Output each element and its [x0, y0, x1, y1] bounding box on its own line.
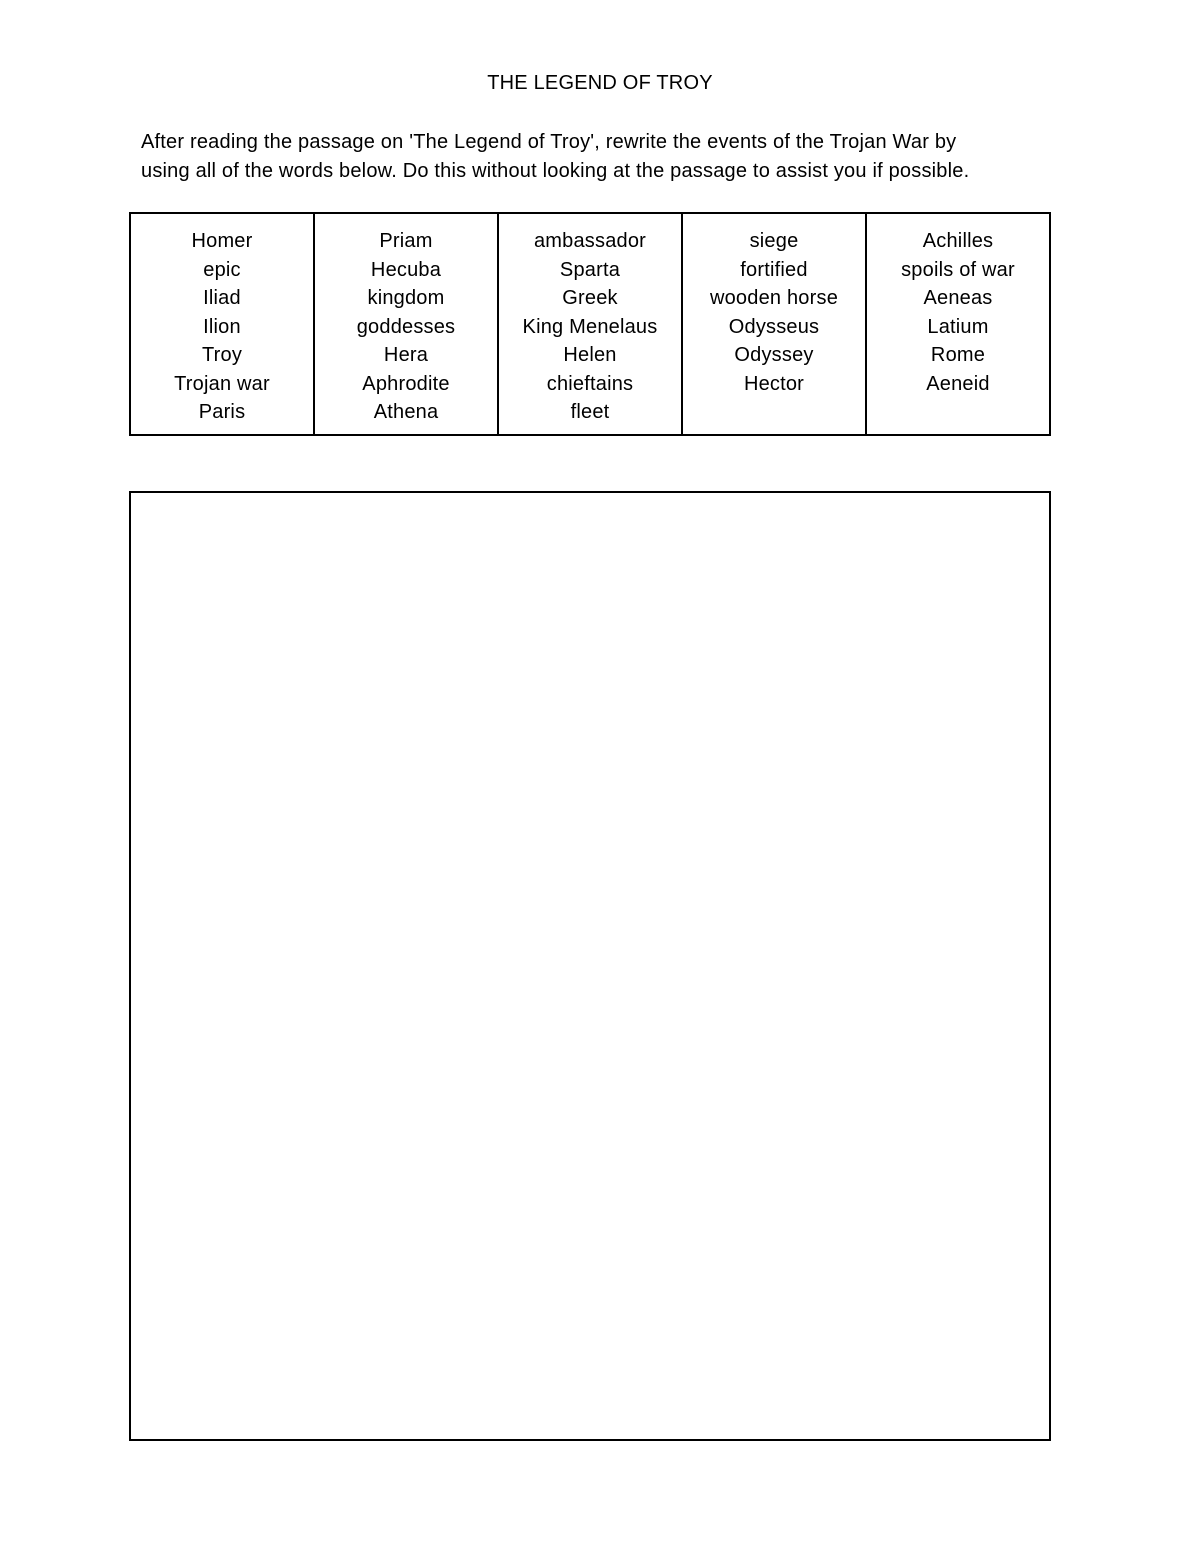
word-item: ambassador	[533, 230, 647, 252]
word-item: wooden horse	[709, 287, 839, 309]
word-item: Ilion	[203, 315, 241, 338]
word-item: Aeneas	[923, 287, 993, 309]
word-item: Hera	[383, 344, 429, 366]
word-item: Hector	[743, 372, 805, 395]
word-item: Latium	[927, 315, 989, 338]
word-item: spoils of war	[901, 258, 1015, 281]
word-column-4	[682, 213, 866, 435]
word-item: fortified	[740, 258, 808, 281]
instructions-line: using all of the words below. Do this without looking at the passage to assist you if possible.	[141, 159, 970, 182]
word-bank-table	[129, 212, 1051, 436]
word-item: Achilles	[922, 230, 994, 252]
word-item: Odyssey	[734, 344, 814, 366]
word-item: Hecuba	[370, 258, 442, 281]
word-item: Rome	[930, 344, 986, 366]
word-item: Sparta	[559, 258, 621, 281]
word-item: chieftains	[546, 372, 634, 395]
word-column-3	[498, 213, 682, 435]
word-item: Paris	[198, 401, 246, 423]
word-item: epic	[203, 258, 241, 281]
word-item: Trojan war	[174, 372, 270, 395]
word-item: Odysseus	[728, 315, 820, 338]
word-item: Aeneid	[926, 372, 990, 395]
word-item: Iliad	[203, 287, 241, 309]
word-item: fleet	[570, 401, 610, 423]
word-item: Troy	[201, 344, 243, 366]
word-item: Aphrodite	[362, 372, 450, 395]
word-column-5	[866, 213, 1050, 435]
word-item: Homer	[191, 230, 253, 252]
word-bank-row	[130, 213, 1050, 435]
word-item: kingdom	[367, 287, 445, 309]
instructions-line: After reading the passage on 'The Legend of Troy', rewrite the events of the Trojan War by	[141, 131, 957, 153]
word-column-1	[130, 213, 314, 435]
word-item: siege	[749, 230, 799, 252]
word-column-2	[314, 213, 498, 435]
word-item: King Menelaus	[522, 315, 658, 338]
writing-area-box[interactable]	[129, 491, 1051, 1441]
word-item: Helen	[563, 344, 617, 366]
word-item: Athena	[373, 401, 439, 423]
word-item: goddesses	[356, 315, 456, 338]
page-title: THE LEGEND OF TROY	[487, 72, 713, 94]
word-item: Priam	[379, 230, 433, 252]
word-item: Greek	[562, 287, 618, 309]
instructions-paragraph	[141, 128, 1041, 185]
